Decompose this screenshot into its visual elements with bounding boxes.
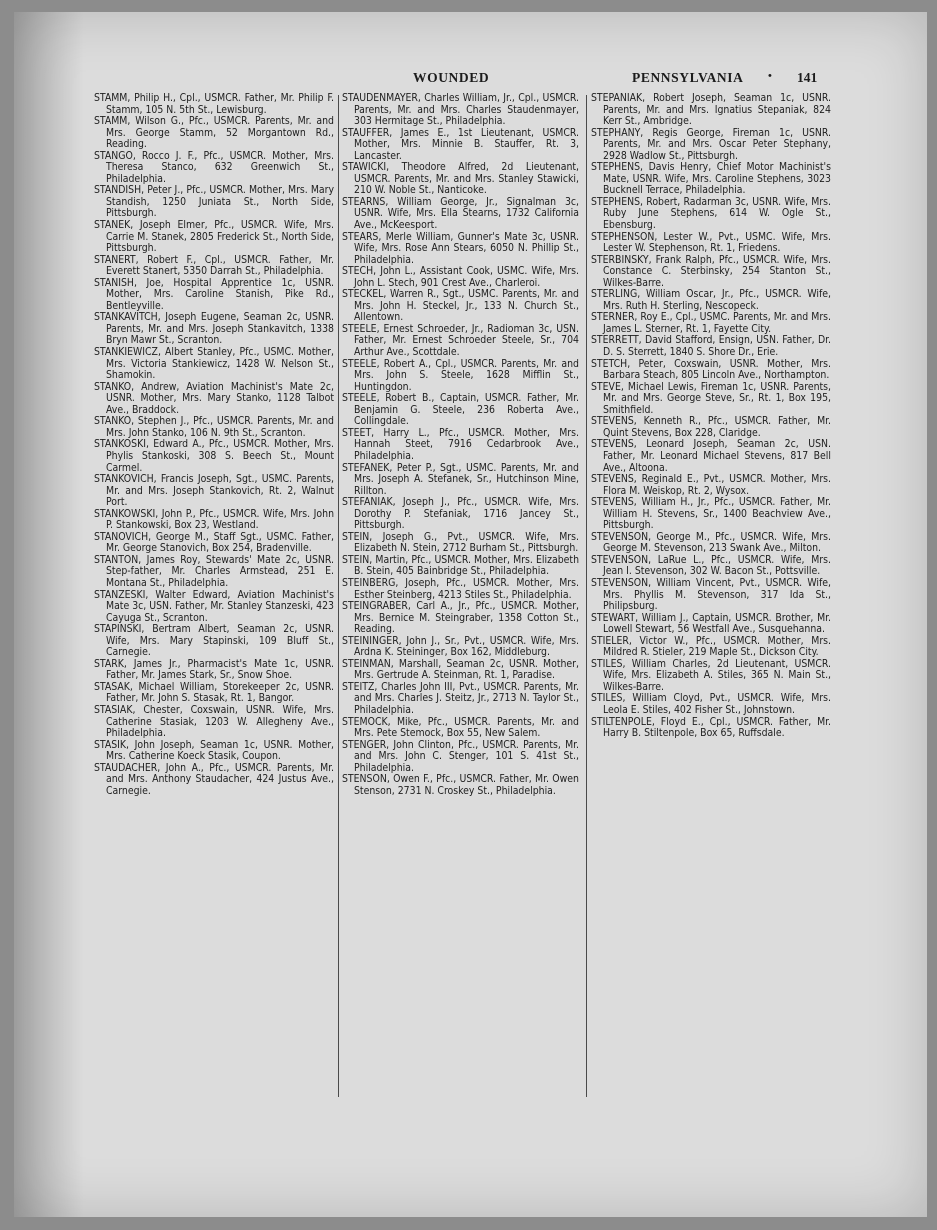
casualty-entry: STANTON, James Roy, Stewards' Mate 2c, USNR. Step-father, Mr. Charles Armstead, 251 E. Montana St., Philadelphia. <box>94 553 334 589</box>
state-title: PENNSYLVANIA <box>632 70 744 85</box>
casualty-entry: STANGO, Rocco J. F., Pfc., USMCR. Mother, Mrs. Theresa Stanco, 632 Greenwich St., Philadelphia. <box>94 149 334 185</box>
casualty-entry: STANKO, Andrew, Aviation Machinist's Mate 2c, USNR. Mother, Mrs. Mary Stanko, 1128 Talbot Ave., Braddock. <box>94 380 334 416</box>
casualty-entry: STEELE, Robert B., Captain, USMCR. Father, Mr. Benjamin G. Steele, 236 Roberta Ave., Collingdale. <box>342 392 579 428</box>
casualty-entry: STANKOVICH, Francis Joseph, Sgt., USMC. Parents, Mr. and Mrs. Joseph Stankovich, Rt. 2, Walnut Port. <box>94 473 334 509</box>
page-edge-shadow <box>14 12 84 1217</box>
casualty-entry: STEARS, Merle William, Gunner's Mate 3c, USNR. Wife, Mrs. Rose Ann Stears, 6050 N. Phillip St., Philadelphia. <box>342 230 579 266</box>
casualty-entry: STANKAVITCH, Joseph Eugene, Seaman 2c, USNR. Parents, Mr. and Mrs. Joseph Stankavitch, 1338 Bryn Mawr St., Scranton. <box>94 311 334 347</box>
casualty-entry: STEWART, William J., Captain, USMCR. Brother, Mr. Lowell Stewart, 56 Westfall Ave., Susquehanna. <box>591 611 831 636</box>
casualty-entry: STEFANEK, Peter P., Sgt., USMC. Parents, Mr. and Mrs. Joseph A. Stefanek, Sr., Hutchinson Mine, Rillton. <box>342 461 579 497</box>
casualty-entry: STANKIEWICZ, Albert Stanley, Pfc., USMC. Mother, Mrs. Victoria Stankiewicz, 1428 W. Nelson St., Shamokin. <box>94 346 334 382</box>
casualty-entry: STEPHENSON, Lester W., Pvt., USMC. Wife, Mrs. Lester W. Stephenson, Rt. 1, Friedens. <box>591 230 831 255</box>
casualty-entry: STAMM, Philip H., Cpl., USMCR. Father, Mr. Philip F. Stamm, 105 N. 5th St., Lewisburg. <box>94 92 334 116</box>
casualty-entry: STANEK, Joseph Elmer, Pfc., USMCR. Wife, Mrs. Carrie M. Stanek, 2805 Frederick St., North Side, Pittsburgh. <box>94 219 334 255</box>
casualty-entry: STANZESKI, Walter Edward, Aviation Machinist's Mate 3c, USN. Father, Mr. Stanley Stanzeski, 423 Cayuga St., Scranton. <box>94 588 334 624</box>
casualty-entry: STEARNS, William George, Jr., Signalman 3c, USNR. Wife, Mrs. Ella Stearns, 1732 California Ave., McKeesport. <box>342 195 579 232</box>
casualty-entry: STEELE, Robert A., Cpl., USMCR. Parents, Mr. and Mrs. John S. Steele, 1628 Mifflin St., Huntingdon. <box>342 357 579 393</box>
casualty-entry: STEINBERG, Joseph, Pfc., USMCR. Mother, Mrs. Esther Steinberg, 4213 Stiles St., Philadelphia. <box>342 576 579 601</box>
casualty-entry: STAPINSKI, Bertram Albert, Seaman 2c, USNR. Wife, Mrs. Mary Stapinski, 109 Bluff St., Carnegie. <box>94 623 334 659</box>
casualty-entry: STEINGRABER, Carl A., Jr., Pfc., USMCR. Mother, Mrs. Bernice M. Steingraber, 1358 Cotton St., Reading. <box>342 600 579 636</box>
casualty-entry: STEIN, Martin, Pfc., USMCR. Mother, Mrs. Elizabeth B. Stein, 405 Bainbridge St., Philadelphia. <box>342 553 579 578</box>
casualty-entry: STEFANIAK, Joseph J., Pfc., USMCR. Wife, Mrs. Dorothy P. Stefaniak, 1716 Jancey St., Pittsburgh. <box>342 496 579 532</box>
casualty-entry: STERRETT, David Stafford, Ensign, USN. Father, Dr. D. S. Sterrett, 1840 S. Shore Dr., Erie. <box>591 334 831 359</box>
casualty-entry: STAWICKI, Theodore Alfred, 2d Lieutenant, USMCR. Parents, Mr. and Mrs. Stanley Stawicki, 210 W. Noble St., Nanticoke. <box>342 161 579 197</box>
casualty-entry: STILTENPOLE, Floyd E., Cpl., USMCR. Father, Mr. Harry B. Stiltenpole, Box 65, Ruffsdale. <box>591 715 831 740</box>
casualty-entry: STEPHANY, Regis George, Fireman 1c, USNR. Parents, Mr. and Mrs. Oscar Peter Stephany, 2928 Wadlow St., Pittsburgh. <box>591 126 831 162</box>
casualty-entry: STEINMAN, Marshall, Seaman 2c, USNR. Mother, Mrs. Gertrude A. Steinman, Rt. 1, Paradise. <box>342 657 579 682</box>
casualty-entry: STEELE, Ernest Schroeder, Jr., Radioman 3c, USN. Father, Mr. Ernest Schroeder Steele, Sr., 704 Arthur Ave., Scottdale. <box>342 322 579 359</box>
casualty-entry: STAUDENMAYER, Charles William, Jr., Cpl., USMCR. Parents, Mr. and Mrs. Charles Staudenmayer, 303 Hermitage St., Philadelphia. <box>342 92 579 128</box>
casualty-entry: STEPANIAK, Robert Joseph, Seaman 1c, USNR. Parents, Mr. and Mrs. Ignatius Stepaniak, 824 Kerr St., Ambridge. <box>591 92 831 128</box>
casualty-entry: STEVENS, Leonard Joseph, Seaman 2c, USN. Father, Mr. Leonard Michael Stevens, 817 Bell Ave., Altoona. <box>591 438 831 474</box>
casualty-entry: STANERT, Robert F., Cpl., USMCR. Father, Mr. Everett Stanert, 5350 Darrah St., Philadelphia. <box>94 253 334 278</box>
running-head <box>0 70 937 90</box>
casualty-entry: STEPHENS, Robert, Radarman 3c, USNR. Wife, Mrs. Ruby June Stephens, 614 W. Ogle St., Ebensburg. <box>591 195 831 232</box>
casualty-entry: STANISH, Joe, Hospital Apprentice 1c, USNR. Mother, Mrs. Caroline Stanish, Pike Rd., Bentleyville. <box>94 276 334 312</box>
casualty-entry: STERLING, William Oscar, Jr., Pfc., USMCR. Wife, Mrs. Ruth H. Sterling, Nescopeck. <box>591 288 831 312</box>
casualty-entry: STEET, Harry L., Pfc., USMCR. Mother, Mrs. Hannah Steet, 7916 Cedarbrook Ave., Philadelphia. <box>342 426 579 462</box>
column-3 <box>591 93 831 740</box>
casualty-entry: STENGER, John Clinton, Pfc., USMCR. Parents, Mr. and Mrs. John C. Stenger, 101 S. 41st St., Philadelphia. <box>342 738 579 774</box>
casualty-entry: STEVE, Michael Lewis, Fireman 1c, USNR. Parents, Mr. and Mrs. George Steve, Sr., Rt. 1, Box 195, Smithfield. <box>591 380 831 416</box>
casualty-entry: STASAK, Michael William, Storekeeper 2c, USNR. Father, Mr. John S. Stasak, Rt. 1, Bangor. <box>94 680 334 705</box>
casualty-entry: STAUDACHER, John A., Pfc., USMCR. Parents, Mr. and Mrs. Anthony Staudacher, 424 Justus Ave., Carnegie. <box>94 761 334 797</box>
casualty-entry: STEMOCK, Mike, Pfc., USMCR. Parents, Mr. and Mrs. Pete Stemock, Box 55, New Salem. <box>342 715 579 740</box>
page-number: 141 <box>797 70 818 85</box>
casualty-entry: STEVENSON, William Vincent, Pvt., USMCR. Wife, Mrs. Phyllis M. Stevenson, 317 Ida St., Philipsburg. <box>591 576 831 613</box>
casualty-entry: STETCH, Peter, Coxswain, USNR. Mother, Mrs. Barbara Steach, 805 Lincoln Ave., Northampton. <box>591 357 831 382</box>
casualty-entry: STARK, James Jr., Pharmacist's Mate 1c, USNR. Father, Mr. James Stark, Sr., Snow Shoe. <box>94 657 334 682</box>
casualty-entry: STERBINSKY, Frank Ralph, Pfc., USMCR. Wife, Mrs. Constance C. Sterbinsky, 254 Stanton St., Wilkes-Barre. <box>591 253 831 289</box>
casualty-entry: STEVENS, William H., Jr., Pfc., USMCR. Father, Mr. William H. Stevens, Sr., 1400 Beachview Ave., Pittsburgh. <box>591 496 831 532</box>
casualty-entry: STEVENSON, George M., Pfc., USMCR. Wife, Mrs. George M. Stevenson, 213 Swank Ave., Milton. <box>591 530 831 555</box>
casualty-entry: STILES, William Cloyd, Pvt., USMCR. Wife, Mrs. Leola E. Stiles, 402 Fisher St., Johnstown. <box>591 692 831 716</box>
casualty-entry: STECH, John L., Assistant Cook, USMC. Wife, Mrs. John L. Stech, 901 Crest Ave., Charleroi. <box>342 265 579 289</box>
casualty-entry: STIELER, Victor W., Pfc., USMCR. Mother, Mrs. Mildred R. Stieler, 219 Maple St., Dickson City. <box>591 634 831 659</box>
casualty-entry: STENSON, Owen F., Pfc., USMCR. Father, Mr. Owen Stenson, 2731 N. Croskey St., Philadelphia. <box>342 773 579 797</box>
casualty-entry: STANOVICH, George M., Staff Sgt., USMC. Father, Mr. George Stanovich, Box 254, Bradenville. <box>94 530 334 555</box>
casualty-entry: STEITZ, Charles John III, Pvt., USMCR. Parents, Mr. and Mrs. Charles J. Steitz, Jr., 2713 N. Taylor St., Philadelphia. <box>342 680 579 716</box>
column-1 <box>94 93 334 797</box>
casualty-entry: STEVENS, Reginald E., Pvt., USMCR. Mother, Mrs. Flora M. Weiskop, Rt. 2, Wysox. <box>591 473 831 497</box>
casualty-entry: STEPHENS, Davis Henry, Chief Motor Machinist's Mate, USNR. Wife, Mrs. Caroline Stephens, 3023 Bucknell Terrace, Philadelphia. <box>591 161 831 197</box>
casualty-entry: STANDISH, Peter J., Pfc., USMCR. Mother, Mrs. Mary Standish, 1250 Juniata St., North Side, Pittsburgh. <box>94 184 334 220</box>
column-2 <box>342 93 579 797</box>
casualty-entry: STILES, William Charles, 2d Lieutenant, USMCR. Wife, Mrs. Elizabeth A. Stiles, 365 N. Main St., Wilkes-Barre. <box>591 657 831 693</box>
column-rule-1 <box>338 95 339 1097</box>
casualty-entry: STEIN, Joseph G., Pvt., USMCR. Wife, Mrs. Elizabeth N. Stein, 2712 Burham St., Pittsburgh. <box>342 530 579 555</box>
casualty-entry: STANKO, Stephen J., Pfc., USMCR. Parents, Mr. and Mrs. John Stanko, 106 N. 9th St., Scranton. <box>94 415 334 439</box>
casualty-entry: STANKOSKI, Edward A., Pfc., USMCR. Mother, Mrs. Phylis Stankoski, 308 S. Beech St., Mount Carmel. <box>94 438 334 474</box>
header-bullet: • <box>768 70 772 82</box>
column-rule-2 <box>586 95 587 1097</box>
casualty-entry: STEVENS, Kenneth R., Pfc., USMCR. Father, Mr. Quint Stevens, Box 228, Claridge. <box>591 415 831 439</box>
casualty-entry: STEVENSON, LaRue L., Pfc., USMCR. Wife, Mrs. Jean I. Stevenson, 302 W. Bacon St., Pottsville. <box>591 553 831 578</box>
casualty-entry: STANKOWSKI, John P., Pfc., USMCR. Wife, Mrs. John P. Stankowski, Box 23, Westland. <box>94 507 334 532</box>
section-title: WOUNDED <box>413 70 490 85</box>
casualty-entry: STEININGER, John J., Sr., Pvt., USMCR. Wife, Mrs. Ardna K. Steininger, Box 162, Middleburg. <box>342 634 579 659</box>
casualty-entry: STASIK, John Joseph, Seaman 1c, USNR. Mother, Mrs. Catherine Koeck Stasik, Coupon. <box>94 738 334 763</box>
casualty-entry: STECKEL, Warren R., Sgt., USMC. Parents, Mr. and Mrs. John H. Steckel, Jr., 133 N. Church St., Allentown. <box>342 288 579 324</box>
casualty-entry: STASIAK, Chester, Coxswain, USNR. Wife, Mrs. Catherine Stasiak, 1203 W. Allegheny Ave., Philadelphia. <box>94 703 334 740</box>
casualty-entry: STERNER, Roy E., Cpl., USMC. Parents, Mr. and Mrs. James L. Sterner, Rt. 1, Fayette City. <box>591 311 831 335</box>
casualty-entry: STAUFFER, James E., 1st Lieutenant, USMCR. Mother, Mrs. Minnie B. Stauffer, Rt. 3, Lancaster. <box>342 126 579 162</box>
casualty-entry: STAMM, Wilson G., Pfc., USMCR. Parents, Mr. and Mrs. George Stamm, 52 Morgantown Rd., Reading. <box>94 115 334 151</box>
